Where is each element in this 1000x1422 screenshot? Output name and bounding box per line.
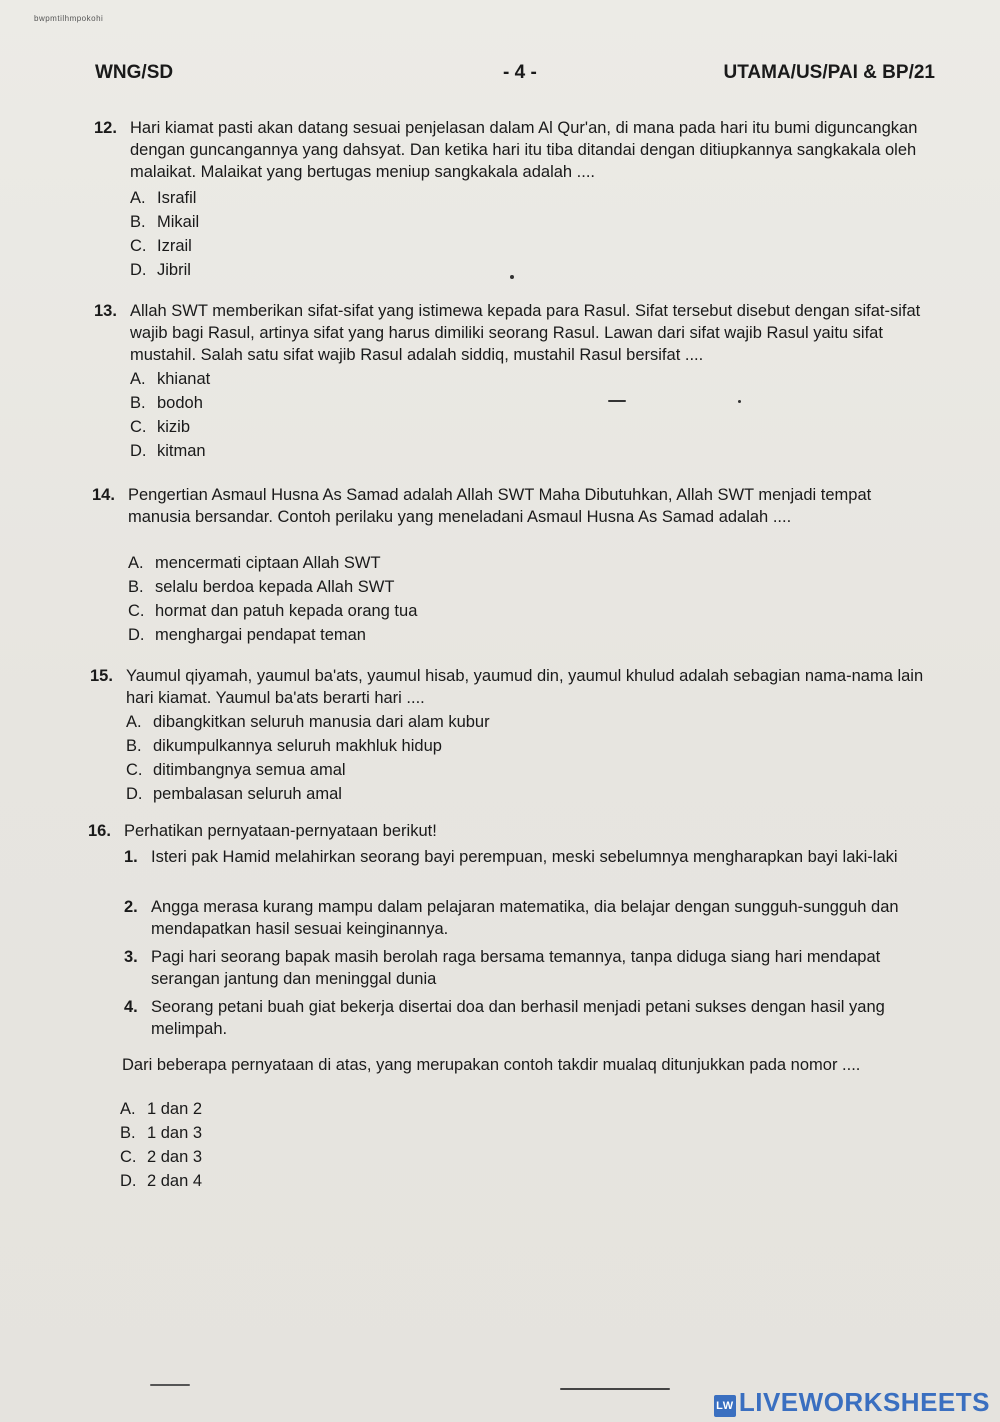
option-text: ditimbangnya semua amal xyxy=(153,761,346,779)
option-c[interactable] xyxy=(130,416,190,438)
option-text: hormat dan patuh kepada orang tua xyxy=(155,602,418,620)
option-b[interactable] xyxy=(128,576,394,598)
option-a[interactable] xyxy=(120,1098,202,1120)
option-letter: B. xyxy=(130,394,146,412)
option-a[interactable] xyxy=(126,711,490,733)
scan-speck xyxy=(150,1384,190,1386)
option-text: dibangkitkan seluruh manusia dari alam kubur xyxy=(153,713,490,731)
option-text: khianat xyxy=(157,370,211,388)
option-b[interactable] xyxy=(130,392,203,414)
liveworksheets-icon: LW xyxy=(714,1395,736,1417)
option-d[interactable] xyxy=(128,624,366,646)
option-letter: D. xyxy=(130,261,147,279)
question-number: 13. xyxy=(94,302,117,320)
option-b[interactable] xyxy=(130,211,199,233)
question-15 xyxy=(90,665,940,810)
statement-text: Seorang petani buah giat bekerja disertai doa dan berhasil menjadi petani sukses dengan hasil yang melimpah. xyxy=(151,998,885,1038)
option-text: mencermati ciptaan Allah SWT xyxy=(155,554,381,572)
question-text: Hari kiamat pasti akan datang sesuai penjelasan dalam Al Qur'an, di mana pada hari itu bumi diguncangkan dengan guncangannya yang dahsyat. Dan ketika hari itu tiba ditandai dengan ditiupkannya sangkakala oleh malaikat. Malaikat yang bertugas meniup sangkakala adalah .... xyxy=(130,119,918,181)
option-letter: C. xyxy=(128,602,145,620)
option-d[interactable] xyxy=(130,259,191,281)
option-letter: D. xyxy=(128,626,145,644)
question-13 xyxy=(94,300,944,470)
option-letter: D. xyxy=(130,442,147,460)
option-b[interactable] xyxy=(126,735,442,757)
option-text: bodoh xyxy=(157,394,203,412)
liveworksheets-text: LIVEWORKSHEETS xyxy=(738,1387,990,1417)
question-number: 15. xyxy=(90,667,113,685)
question-12 xyxy=(94,117,944,287)
option-c[interactable] xyxy=(128,600,417,622)
page-header xyxy=(95,62,935,92)
scan-speck xyxy=(510,275,514,279)
option-text: 2 dan 3 xyxy=(147,1148,203,1166)
option-text: Jibril xyxy=(157,261,191,279)
question-intro: Perhatikan pernyataan-pernyataan berikut! xyxy=(124,822,437,840)
question-text: Yaumul qiyamah, yaumul ba'ats, yaumul hisab, yaumud din, yaumul khulud adalah sebagian nama-nama lain hari kiamat. Yaumul ba'ats berarti hari .... xyxy=(126,667,924,707)
option-letter: B. xyxy=(130,213,146,231)
option-text: dikumpulkannya seluruh makhluk hidup xyxy=(153,737,442,755)
option-text: 1 dan 3 xyxy=(147,1124,203,1142)
option-d[interactable] xyxy=(126,783,342,805)
option-letter: A. xyxy=(130,189,146,207)
option-letter: A. xyxy=(120,1100,136,1118)
question-number: 14. xyxy=(92,486,115,504)
question-16 xyxy=(88,820,938,1200)
option-text: Israfil xyxy=(157,189,197,207)
scan-speck xyxy=(560,1388,670,1390)
option-text: 2 dan 4 xyxy=(147,1172,203,1190)
question-text: Pengertian Asmaul Husna As Samad adalah Allah SWT Maha Dibutuhkan, Allah SWT menjadi tempat manusia bersandar. Contoh perilaku yang meneladani Asmaul Husna As Samad adalah .... xyxy=(128,486,872,526)
option-c[interactable] xyxy=(130,235,192,257)
option-letter: C. xyxy=(126,761,143,779)
statement-number: 1. xyxy=(124,848,138,866)
option-c[interactable] xyxy=(126,759,346,781)
exam-code: UTAMA/US/PAI & BP/21 xyxy=(723,62,935,83)
statement-text: Isteri pak Hamid melahirkan seorang bayi perempuan, meski sebelumnya mengharapkan bayi laki-laki xyxy=(151,848,898,866)
page-number: - 4 - xyxy=(503,62,537,83)
question-text: Allah SWT memberikan sifat-sifat yang istimewa kepada para Rasul. Sifat tersebut disebut dengan sifat-sifat wajib bagi Rasul, artinya sifat yang harus dimiliki seorang Rasul. Lawan dari sifat wajib Rasul yaitu sifat mustahil. Salah satu sifat wajib Rasul adalah siddiq, mustahil Rasul bersifat .... xyxy=(130,302,921,364)
statement-text: Pagi hari seorang bapak masih berolah raga bersama temannya, tanpa diduga siang hari mendapat serangan jantung dan meninggal dunia xyxy=(151,948,881,988)
option-text: 1 dan 2 xyxy=(147,1100,203,1118)
scan-speck xyxy=(608,400,626,402)
option-text: menghargai pendapat teman xyxy=(155,626,366,644)
question-14 xyxy=(92,484,942,644)
option-letter: C. xyxy=(130,237,147,255)
option-a[interactable] xyxy=(130,187,196,209)
question-number: 16. xyxy=(88,822,111,840)
statement-number: 2. xyxy=(124,898,138,916)
option-d[interactable] xyxy=(130,440,206,462)
option-letter: C. xyxy=(120,1148,137,1166)
option-text: Mikail xyxy=(157,213,200,231)
option-text: kizib xyxy=(157,418,191,436)
option-letter: B. xyxy=(128,578,144,596)
question-number: 12. xyxy=(94,119,117,137)
option-letter: D. xyxy=(120,1172,137,1190)
option-text: Izrail xyxy=(157,237,192,255)
option-d[interactable] xyxy=(120,1170,202,1192)
option-letter: A. xyxy=(130,370,146,388)
option-text: selalu berdoa kepada Allah SWT xyxy=(155,578,395,596)
option-letter: B. xyxy=(120,1124,136,1142)
header-code: WNG/SD xyxy=(95,62,174,83)
option-letter: C. xyxy=(130,418,147,436)
scan-speck xyxy=(738,400,741,403)
option-text: pembalasan seluruh amal xyxy=(153,785,342,803)
question-text: Dari beberapa pernyataan di atas, yang merupakan contoh takdir mualaq ditunjukkan pada nomor .... xyxy=(122,1056,861,1074)
statement-number: 4. xyxy=(124,998,138,1016)
option-text: kitman xyxy=(157,442,206,460)
option-a[interactable] xyxy=(128,552,381,574)
option-letter: B. xyxy=(126,737,142,755)
option-b[interactable] xyxy=(120,1122,202,1144)
scan-mark: bwpmtilhmpokohi xyxy=(34,14,104,23)
option-letter: D. xyxy=(126,785,143,803)
option-letter: A. xyxy=(128,554,144,572)
option-c[interactable] xyxy=(120,1146,202,1168)
statement-text: Angga merasa kurang mampu dalam pelajaran matematika, dia belajar dengan sungguh-sungguh dan mendapatkan hasil sesuai keinginannya. xyxy=(151,898,899,938)
option-letter: A. xyxy=(126,713,142,731)
liveworksheets-logo xyxy=(714,1387,990,1418)
option-a[interactable] xyxy=(130,368,210,390)
statement-number: 3. xyxy=(124,948,138,966)
